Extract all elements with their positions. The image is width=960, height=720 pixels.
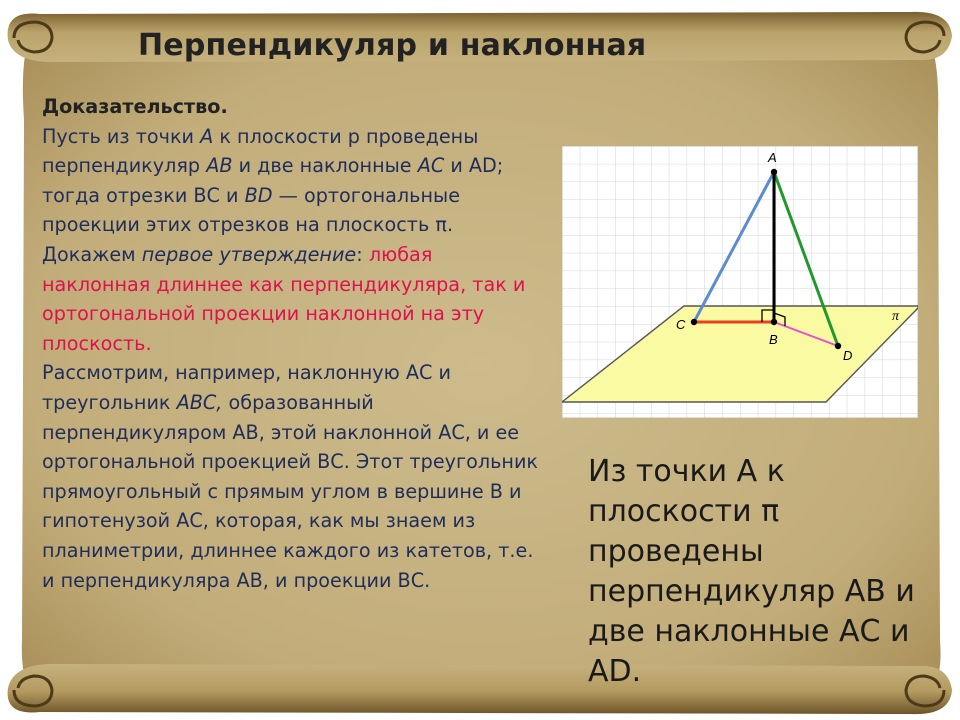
label-d: D [843, 348, 853, 363]
label-c: C [676, 317, 686, 332]
label-b: B [769, 332, 778, 347]
point-d [835, 343, 841, 349]
point-c [691, 319, 697, 325]
geometry-figure [562, 146, 918, 418]
highlighted-statement: любая наклонная длиннее как перпендикуляра, так и ортогональной проекции наклонной на эту плоскость. [42, 242, 526, 355]
point-a [771, 169, 777, 175]
figure-caption: Из точки А к плоскости π проведены перпендикуляр АВ и две наклонные АС и AD. [588, 454, 915, 689]
proof-text [42, 92, 542, 595]
label-plane: π [892, 309, 900, 324]
proof-paragraph-argument: Рассмотрим, например, наклонную АС и треугольник ABC, образованный перпендикуляром АВ, этой наклонной АС, и ее ортогональной проекцией ВС. Этот треугольник прямоугольный с прямым углом в вершине В и гипотенузой АС, которая, как мы знаем из планиметрии, длиннее каждого из катетов, т.е. и перпендикуляра АВ, и проекции ВС. [42, 361, 539, 592]
page-title: Перпендикуляр и наклонная [138, 28, 647, 63]
proof-paragraph-statement: Докажем первое утверждение: любая наклонная длиннее как перпендикуляра, так и ортогональной проекции наклонной на эту плоскость. [42, 242, 526, 355]
proof-heading: Доказательство. [42, 95, 228, 118]
proof-paragraph-setup: Пусть из точки A к плоскости р проведены перпендикуляр AB и две наклонные AC и AD; тогда отрезки ВС и BD — ортогональные проекции этих отрезков на плоскость π. [42, 124, 504, 237]
point-b [771, 319, 777, 325]
label-a: A [768, 150, 777, 165]
